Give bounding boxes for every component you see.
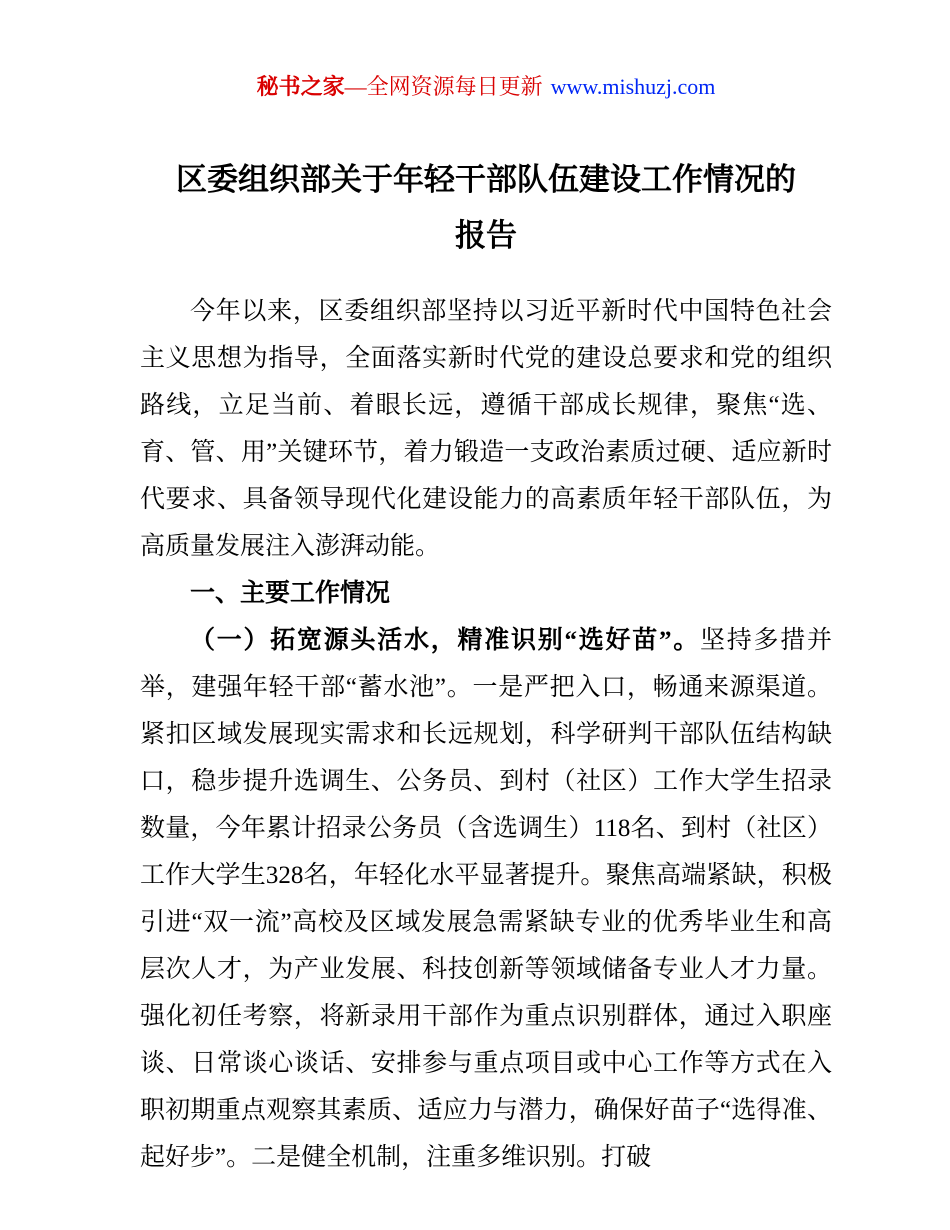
site-brand: 秘书之家 xyxy=(256,74,345,99)
site-tagline: —全网资源每日更新 xyxy=(344,74,543,99)
paragraph-run: 坚持多措并举，建强年轻干部“蓄水池”。一是严把入口，畅通来源渠道。紧扣区域发展现实需求和长远规划，科学研判干部队伍结构缺口，稳步提升选调生、公务员、到村（社区）工作大学生招录数量，今年累计招录公务员（含选调生）118名、到村（社区）工作大学生328名，年轻化水平显著提升。聚焦高端紧缺，积极引进“双一流”高校及区域发展急需紧缺专业的优秀毕业生和高层次人才，为产业发展、科技创新等领域储备专业人才力量。强化初任考察，将新录用干部作为重点识别群体，通过入职座谈、日常谈心谈话、安排参与重点项目或中心工作等方式在入职初期重点观察其素质、适应力与潜力，确保好苗子“选得准、起好步”。二是健全机制，注重多维识别。打破 xyxy=(140,627,832,1171)
site-header xyxy=(140,72,832,102)
document-body xyxy=(140,288,832,1181)
subsection-paragraph-1 xyxy=(140,617,832,1181)
paragraph-bold-run: 一、主要工作情况 xyxy=(190,580,391,607)
paragraph-run: 今年以来，区委组织部坚持以习近平新时代中国特色社会主义思想为指导，全面落实新时代党的建设总要求和党的组织路线，立足当前、着眼长远，遵循干部成长规律，聚焦“选、育、管、用”关键环节，着力锻造一支政治素质过硬、适应新时代要求、具备领导现代化建设能力的高素质年轻干部队伍，为高质量发展注入澎湃动能。 xyxy=(140,298,832,560)
site-url-link[interactable]: www.mishuzj.com xyxy=(550,74,716,99)
section-heading-1 xyxy=(140,570,832,617)
paragraph-bold-run: （一）拓宽源头活水，精准识别“选好苗”。 xyxy=(190,627,700,654)
document-title: 区委组织部关于年轻干部队伍建设工作情况的 报告 xyxy=(176,162,796,253)
intro-paragraph xyxy=(140,288,832,570)
